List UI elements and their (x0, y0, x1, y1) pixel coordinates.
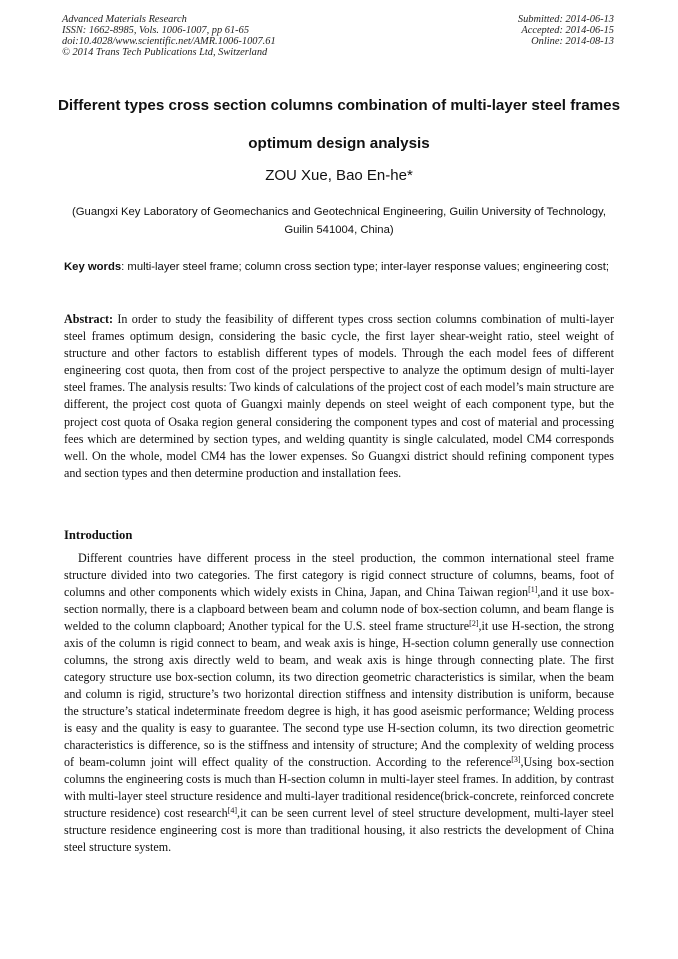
author-list: ZOU Xue, Bao En-he* (265, 167, 413, 184)
abstract-text: In order to study the feasibility of different types cross section columns combination of multi-layer steel frames optimum design, considering the basic cycle, the first layer shear-weight ratio, steel weight of structure and other factors to establish different types of models. Through the each model fees of different engineering cost quota, then from cost of the project perspective to analyze the optimum design of multi-layer steel frames. The analysis results: Two kinds of calculations of the project cost of each model’s main structure are different, the project cost quota of Guangxi mainly depends on steel weight of each component type, but the project cost quota of Osaka region general considering the component types and cost of material and processing fees which are determined by section types, and welding quantity is single calculated, model CM4 corresponds well. On the whole, model CM4 has the lower expenses. So Guangxi district should refining component types and section types and then determine production and installation fees. (64, 312, 614, 480)
publication-info (62, 15, 276, 59)
submitted-date: Submitted: 2014-06-13 (517, 14, 614, 25)
introduction-paragraph (64, 550, 614, 856)
citation-ref-2: [2] (469, 619, 479, 629)
publication-dates (518, 15, 614, 48)
citation-ref-4: [4] (227, 806, 238, 816)
issn-line: ISSN: 1662-8985, Vols. 1006-1007, pp 61-65 (62, 24, 250, 36)
doi-line: doi:10.4028/www.scientific.net/AMR.1006-1007.61 (62, 35, 276, 47)
paper-title: Different types cross section columns combination of multi-layer steel frames optimum design analysis (57, 97, 621, 152)
intro-text-1: Different countries have different process in the steel production, the common international steel frame structure divided into two categories. The first category is rigid connect structure of columns, beams, foot of columns and other components which widely exists in China, Japan, and China Taiwan region (64, 551, 614, 600)
keywords-text: : multi-layer steel frame; column cross section type; inter-layer response values; engineering cost; (121, 261, 610, 273)
abstract-label: Abstract: (64, 312, 114, 326)
journal-name: Advanced Materials Research (62, 14, 187, 25)
intro-text-4: ,Using box-section columns the engineering costs is much than H-section column in multi-layer steel frames. In addition, by contrast with multi-layer steel structure residence and multi-layer traditional residence(brick-concrete, reinforced concrete structure residence) cost research (64, 755, 615, 821)
keywords-label: Key words (64, 261, 122, 273)
citation-ref-1: [1] (528, 585, 538, 595)
online-date: Online: 2014-08-13 (531, 35, 614, 47)
copyright-line: © 2014 Trans Tech Publications Ltd, Switzerland (62, 46, 268, 58)
accepted-date: Accepted: 2014-06-15 (521, 24, 614, 36)
citation-ref-3: [3] (511, 755, 521, 765)
introduction-heading: Introduction (64, 528, 133, 542)
intro-text-2: ,and it use box-section normally, there is a clapboard between beam and column node of box-section column, and beam flange is welded to the column clapboard; Another typical for the U.S. steel frame structure (64, 585, 614, 634)
author-affiliation: (Guangxi Key Laboratory of Geomechanics and Geotechnical Engineering, Guilin University of Technology, Guilin 541004, China) (72, 206, 606, 236)
abstract-section (64, 311, 614, 482)
keywords-section (64, 259, 614, 276)
intro-text-3: ,it use H-section, the strong axis of the column is rigid connect to beam, and weak axis is hinge, H-section column generally use connection columns, the strong axis directly weld to beam, and weak axis is hinge through connecting plate. The first category structure use box-section column, its two direction geometric characteristics is similar, when the beam and column is rigid, structure’s two horizontal direction stiffness and intensity distribution is uniform, because the structure’s statical indeterminate freedom degree is high, it has good aseismic performance; Welding process is easy and the quality is easy to guarantee. The second type use H-section column, its two direction geometric characteristics is difference, so is the stiffness and intensity of structure; And the complexity of welding process of beam-column joint will effect quality of the construction. According to the reference (64, 619, 614, 770)
intro-text-5: ,it can be seen current level of steel structure development, multi-layer steel structure residence engineering cost is more than traditional housing, it also restricts the development of China steel structure system. (64, 806, 614, 855)
